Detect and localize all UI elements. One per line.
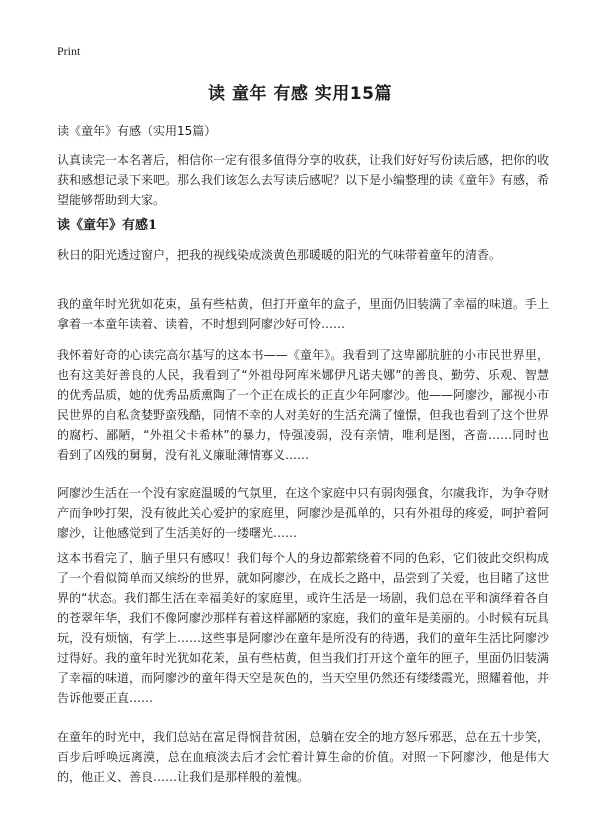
intro-paragraph: 认真读完一本名著后，相信你一定有很多值得分享的收获，让我们好好写份读后感，把你的收获和感想记录下来吧。那么我们该怎么去写读后感呢？以下是小编整理的读《童年》有感，希望能够帮助到大家。 — [57, 153, 550, 207]
body-paragraph: 阿廖沙生活在一个没有家庭温暖的气氛里，在这个家庭中只有弱肉强食，尔虞我诈，为争夺财产而争吵打架，没有彼此关心爱护的家庭里，阿廖沙是孤单的，只有外祖母的疼爱，呵护着阿廖沙，让他感觉到了生活美好的一缕曙光…… — [57, 486, 550, 540]
document-subtitle: 读《童年》有感（实用15篇） — [57, 124, 217, 138]
body-paragraph: 我怀着好奇的心读完高尔基写的这本书——《童年》。我看到了这卑鄙肮脏的小市民世界里，也有这美好善良的人民，我看到了“外祖母阿库米娜伊凡诺夫娜”的善良、勤劳、乐观、智慧的优秀品质，她的优秀品质熏陶了一个正在成长的正直少年阿廖沙。他——阿廖沙，鄙视小市民世界的自私贪婪野蛮残酷，同情不幸的人对美好的生活充满了憧憬，但我也看到了这个世界的腐朽、鄙陋，“外祖父卡希林”的暴力，恃强凌弱，没有亲情，唯利是图，吝啬……同时也看到了凶残的舅舅，没有礼义廉耻薄情寡义…… — [57, 348, 550, 462]
body-paragraph: 这本书看完了，脑子里只有感叹！我们每个人的身边都萦绕着不同的色彩，它们彼此交织构成了一个看似简单而又缤纷的世界，就如阿廖沙，在成长之路中，品尝到了关爱，也目睹了这世界的“状态。我们都生活在幸福美好的家庭里，或许生活是一场剧，我们总在平和演绎着各自的苍翠年华，我们不像阿廖沙那样有着这样鄙陋的家庭，我们的童年是美丽的。小时候有玩具玩，没有烦恼，有学上……这些事是阿廖沙在童年是所没有的待遇，我们的童年生活比阿廖沙过得好。我的童年时光犹如花茉，虽有些枯黄，但当我们打开这个童年的匣子，里面仍旧装满了幸福的味道，而阿廖沙的童年得天空是灰色的，当天空里仍然还有缕缕霞光，照耀着他，并告诉他要正直…… — [57, 551, 550, 705]
page-title: 读 童年 有感 实用15篇 — [208, 84, 392, 104]
print-label: Print — [57, 44, 81, 58]
body-paragraph: 我的童年时光犹如花束，虽有些枯黄，但打开童年的盒子，里面仍旧装满了幸福的味道。手上拿着一本童年读着、读着，不时想到阿廖沙好可怜…… — [57, 297, 550, 331]
body-paragraph: 秋日的阳光透过窗户，把我的视线染成淡黄色那暖暖的阳光的气味带着童年的清香。 — [57, 248, 502, 262]
section-heading: 读《童年》有感1 — [57, 218, 158, 233]
body-paragraph: 在童年的时光中，我们总站在富足得悯昔贫困，总躺在安全的地方怒斥邪恶，总在五十步笑，百步后呼唤远离漠，总在血痕淡去后才会忙着计算生命的价值。对照一下阿廖沙，他是伟大的，他正义、善良……让我们是那样般的羞愧。 — [57, 730, 550, 784]
